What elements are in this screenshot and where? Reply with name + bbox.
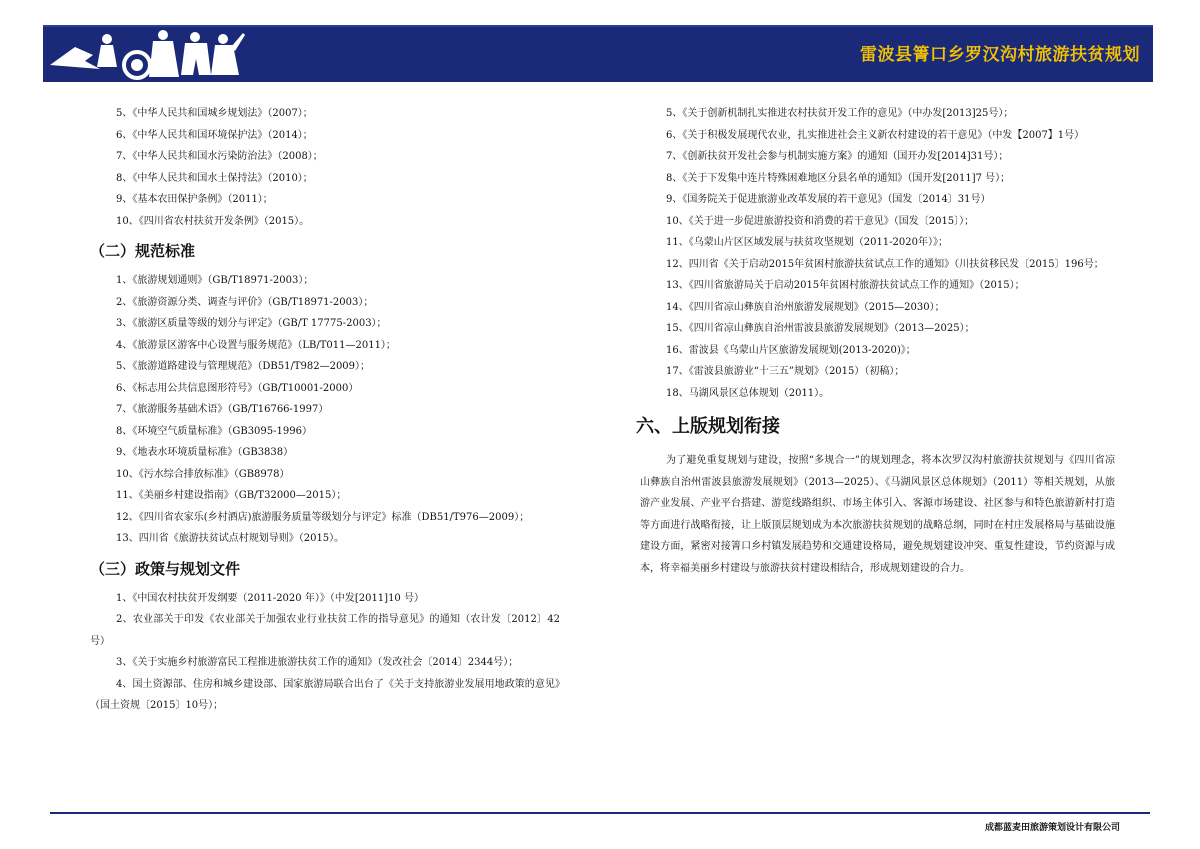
section-heading: 六、上版规划衔接 xyxy=(636,416,780,437)
list-item: 5、《旅游道路建设与管理规范》（DB51/T982—2009）； xyxy=(116,361,371,372)
list-item: 7、《旅游服务基础术语》（GB/T16766-1997） xyxy=(116,404,329,415)
list-item: 6、《中华人民共和国环境保护法》（2014）； xyxy=(116,129,313,141)
list-item: 13、四川省《旅游扶贫试点村规划导则》（2015）。 xyxy=(116,533,345,544)
list-item: 5、《关于创新机制扎实推进农村扶贫开发工作的意见》（中办发[2013]25号）； xyxy=(666,108,1014,119)
list-item: 1、《旅游规划通则》（GB/T18971-2003）； xyxy=(116,275,314,286)
list-item: 7、《中华人民共和国水污染防治法》（2008）； xyxy=(116,151,323,162)
section-heading: （三）政策与规划文件 xyxy=(90,559,241,578)
list-item: 10、《四川省农村扶贫开发条例》（2015）。 xyxy=(116,215,310,227)
list-item: 17、《雷波县旅游业“十三五”规划》（2015）（初稿）； xyxy=(666,366,905,377)
list-item: 3、《关于实施乡村旅游富民工程推进旅游扶贫工作的通知》（发改社会〔2014〕2344号）； xyxy=(116,657,519,668)
right-column xyxy=(636,103,1115,579)
list-item: 9、《国务院关于促进旅游业改革发展的若干意见》（国发〔2014〕31号） xyxy=(666,194,991,205)
left-column xyxy=(90,103,560,717)
list-item: 10、《关于进一步促进旅游投资和消费的若干意见》（国发〔2015〕）； xyxy=(666,215,975,227)
list-item: 12、《四川省农家乐(乡村酒店)旅游服务质量等级划分与评定》标准（DB51/T976—2009）； xyxy=(116,511,530,523)
list-item: 8、《环境空气质量标准》（GB3095-1996） xyxy=(116,425,312,437)
list-item: 11、《美丽乡村建设指南》（GB/T32000—2015）； xyxy=(116,490,347,501)
list-item: 11、《乌蒙山片区区域发展与扶贫攻坚规划（2011-2020年）》； xyxy=(666,237,949,248)
list-item: 15、《四川省凉山彝族自治州雷波县旅游发展规划》（2013—2025）； xyxy=(666,323,975,334)
list-item: 4、国土资源部、住房和城乡建设部、国家旅游局联合出台了《关于支持旅游业发展用地政策的意见》（国土资规〔2015〕10号）； xyxy=(90,678,560,711)
list-item: 6、《关于积极发展现代农业，扎实推进社会主义新农村建设的若干意见》（中发【2007】1号） xyxy=(666,129,1085,141)
list-item: 5、《中华人民共和国城乡规划法》（2007）； xyxy=(116,108,313,119)
list-item: 8、《中华人民共和国水土保持法》（2010）； xyxy=(116,172,313,184)
list-item: 3、《旅游区质量等级的划分与评定》（GB/T 17775-2003）； xyxy=(116,318,387,329)
list-item: 9、《基本农田保护条例》（2011）； xyxy=(116,194,273,205)
list-item: 4、《旅游景区游客中心设置与服务规范》（LB/T011—2011）； xyxy=(116,339,396,351)
list-item: 10、《污水综合排放标准》（GB8978） xyxy=(116,468,290,480)
section-heading: （二）规范标准 xyxy=(90,242,196,260)
list-item: 7、《创新扶贫开发社会参与机制实施方案》的通知（国开办发[2014]31号）； xyxy=(666,151,1009,162)
list-item: 2、《旅游资源分类、调查与评价》（GB/T18971-2003）； xyxy=(116,296,374,308)
list-item: 2、农业部关于印发《农业部关于加强农业行业扶贫工作的指导意见》的通知（农计发〔2012〕42号） xyxy=(90,614,560,647)
list-item: 1、《中国农村扶贫开发纲要（2011-2020 年）》（中发[2011]10 号） xyxy=(116,592,424,604)
list-item: 6、《标志用公共信息图形符号》（GB/T10001-2000） xyxy=(116,382,359,394)
footer-divider xyxy=(50,812,1150,814)
list-item: 13、《四川省旅游局关于启动2015年贫困村旅游扶贫试点工作的通知》（2015）； xyxy=(666,280,1025,291)
company-name: 成都蓝麦田旅游策划设计有限公司 xyxy=(984,823,1120,833)
document-title: 雷波县箐口乡罗汉沟村旅游扶贫规划 xyxy=(860,45,1140,65)
list-item: 18、马湖风景区总体规划（2011）。 xyxy=(666,387,830,399)
list-item: 8、《关于下发集中连片特殊困难地区分县名单的通知》（国开发[2011]7 号）； xyxy=(666,172,1011,184)
list-item: 12、四川省《关于启动2015年贫困村旅游扶贫试点工作的通知》（川扶贫移民发〔2015〕196号； xyxy=(666,258,1104,270)
list-item: 14、《四川省凉山彝族自治州旅游发展规划》（2015—2030）； xyxy=(666,301,945,313)
list-item: 16、雷波县《乌蒙山片区旅游发展规划(2013-2020)》； xyxy=(666,344,916,356)
paragraph: 为了避免重复规划与建设，按照“多规合一”的规划理念，将本次罗汉沟村旅游扶贫规划与《四川省凉山彝族自治州雷波县旅游发展规划》（2013—2025）、《马湖风景区总体规划》（2011）等相关规划，从旅游产业发展、产业平台搭建、游览线路组织、市场主体引入、客源市场建设、社区参与和特色旅游新村打造等方面进行战略衔接，让上版顶层规划成为本次旅游扶贫规划的战略总纲，同时在村庄发展格局与基础设施建设方面，紧密对接箐口乡村镇发展趋势和交通建设格局，避免规划建设冲突、重复性建设，节约资源与成本，将幸福美丽乡村建设与旅游扶贫村建设相结合，形成规划建设的合力。 xyxy=(640,455,1115,574)
yi-dancers-icon xyxy=(45,25,245,81)
list-item: 9、《地表水环境质量标准》（GB3838） xyxy=(116,447,294,458)
